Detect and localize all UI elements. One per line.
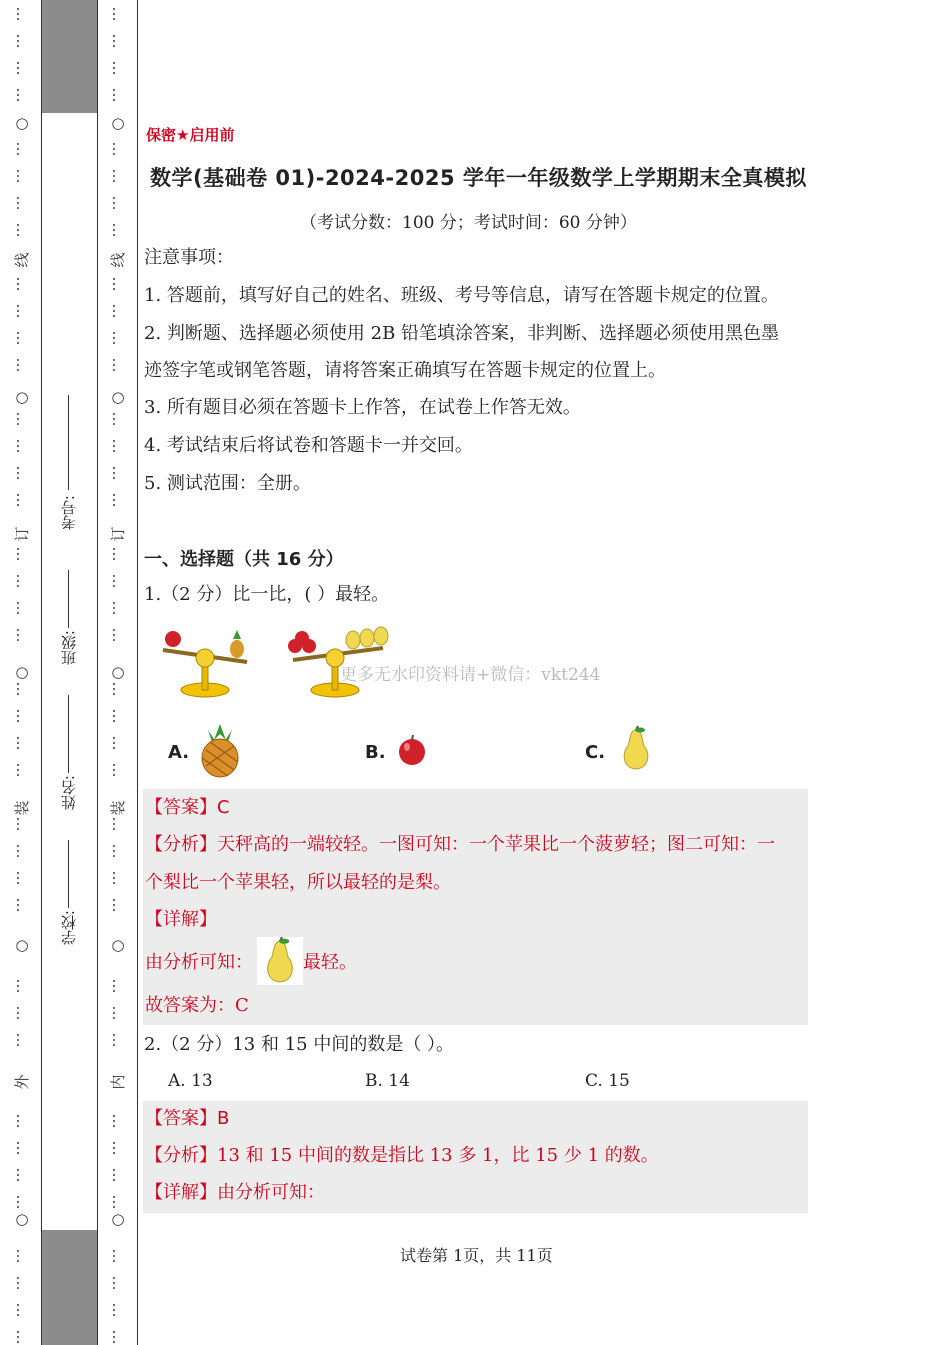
detail-tag: 【详解】 [145, 1182, 217, 1203]
margin-circle: ○ [15, 663, 29, 681]
section-heading: 一、选择题（共 16 分） [144, 549, 344, 570]
margin-dots: … [109, 762, 127, 778]
margin-dots: … [109, 816, 127, 832]
margin-circle: ○ [15, 1210, 29, 1228]
margin-dots: … [13, 1329, 31, 1345]
margin-circle: ○ [111, 114, 125, 132]
pineapple-icon [230, 640, 244, 658]
margin-dots: … [13, 6, 31, 22]
class-label: 班级: [60, 630, 78, 666]
apple-icon [396, 734, 428, 766]
apple-icon [295, 631, 309, 645]
page-title: 数学(基础卷 01)-2024-2025 学年一年级数学上学期期末全真模拟 [150, 166, 807, 190]
margin-dots: … [13, 195, 31, 211]
margin-dots: … [13, 1140, 31, 1156]
notice-item-2-cont: 迹签字笔或钢笔答题，请将答案正确填写在答题卡规定的位置上。 [144, 360, 666, 381]
q1-detail [145, 950, 253, 976]
detail-prefix: 由分析可知： [145, 952, 253, 973]
margin-dots: … [109, 708, 127, 724]
margin-circle: ○ [111, 936, 125, 954]
q1-stem: 1.（2 分）比一比，( ）最轻。 [144, 584, 390, 605]
q1-option-b-label: B. [365, 742, 386, 763]
margin-dots: … [13, 33, 31, 49]
outer-binding-char: 线 [13, 252, 31, 268]
margin-circle: ○ [15, 936, 29, 954]
q1-analysis-line-2: 个梨比一个苹果轻，所以最轻的是梨。 [145, 872, 451, 893]
inner-binding-char: 装 [109, 800, 127, 816]
margin-line-outer [41, 0, 42, 1345]
margin-dots: … [109, 681, 127, 697]
margin-dots: … [109, 1113, 127, 1129]
q2-answer [145, 1106, 229, 1132]
margin-dots: … [13, 600, 31, 616]
q1-detail-pear [257, 937, 303, 985]
margin-dots: … [13, 735, 31, 751]
margin-dots: … [109, 168, 127, 184]
q1-option-a-label: A. [168, 742, 190, 763]
inner-binding-char: 线 [109, 252, 127, 268]
analysis-tag: 【分析】 [145, 834, 217, 855]
q1-analysis [145, 832, 775, 858]
gray-band-bottom [42, 1230, 97, 1345]
q2-analysis [145, 1143, 659, 1169]
margin-dots: … [13, 1113, 31, 1129]
page-subtitle: （考试分数：100 分；考试时间：60 分钟） [300, 213, 637, 233]
margin-dots: … [13, 303, 31, 319]
q1-answer [145, 795, 230, 821]
margin-dots: … [13, 411, 31, 427]
apple-icon [165, 631, 181, 647]
analysis-line-1: 天秤高的一端较轻。一图可知：一个苹果比一个菠萝轻；图二可知：一 [217, 834, 775, 855]
outer-binding-char: 订 [13, 526, 31, 542]
margin-dots: … [13, 492, 31, 508]
pear-icon [360, 629, 374, 647]
margin-dots: … [13, 330, 31, 346]
q1-final-answer: 故答案为：C [145, 995, 249, 1016]
pear-icon [257, 937, 303, 985]
margin-dots: … [109, 1032, 127, 1048]
q1-detail-suffix: 最轻。 [303, 952, 357, 973]
q1-answer-box [143, 789, 808, 1025]
q2-stem: 2.（2 分）13 和 15 中间的数是（ ）。 [144, 1034, 455, 1055]
margin-dots: … [109, 1248, 127, 1264]
school-field [58, 840, 80, 955]
notice-item-2: 2. 判断题、选择题必须使用 2B 铅笔填涂答案，非判断、选择题必须使用黑色墨 [144, 323, 780, 344]
detail-text: 由分析可知： [217, 1182, 325, 1203]
margin-dots: … [109, 222, 127, 238]
answer-tag: 【答案】 [145, 1108, 217, 1129]
answer-value: B [217, 1108, 230, 1129]
margin-circle: ○ [15, 114, 29, 132]
pear-icon [374, 627, 388, 645]
margin-dots: … [109, 33, 127, 49]
margin-dots: … [13, 357, 31, 373]
inner-binding-char: 订 [109, 526, 127, 542]
notice-item-5: 5. 测试范围：全册。 [144, 473, 311, 494]
margin-dots: … [109, 1005, 127, 1021]
margin-dots: … [109, 1302, 127, 1318]
margin-dots: … [109, 60, 127, 76]
margin-dots: … [109, 897, 127, 913]
margin-dots: … [109, 438, 127, 454]
margin-dots: … [109, 1329, 127, 1345]
answer-tag: 【答案】 [145, 797, 217, 818]
analysis-tag: 【分析】 [145, 1145, 217, 1166]
margin-dots: … [109, 141, 127, 157]
margin-dots: … [13, 1005, 31, 1021]
page-footer: 试卷第 1页，共 11页 [400, 1246, 553, 1265]
q2-option-c: C. 15 [585, 1071, 630, 1091]
outer-dot-column [14, 0, 30, 1345]
school-label: 学校: [60, 910, 78, 946]
margin-dots: … [13, 843, 31, 859]
margin-dots: … [13, 816, 31, 832]
exam-no-label: 考号: [60, 495, 78, 531]
margin-dots: … [13, 60, 31, 76]
exam-no-field [58, 395, 80, 540]
margin-dots: … [13, 627, 31, 643]
secret-label: 保密★启用前 [146, 126, 235, 144]
margin-dots: … [13, 1248, 31, 1264]
outer-binding-char: 装 [13, 800, 31, 816]
margin-dots: … [109, 411, 127, 427]
margin-dots: … [13, 1167, 31, 1183]
notice-item-1: 1. 答题前，填写好自己的姓名、班级、考号等信息，请写在答题卡规定的位置。 [144, 285, 779, 306]
margin-circle: ○ [15, 388, 29, 406]
name-field [58, 695, 80, 825]
margin-dots: … [109, 978, 127, 994]
margin-dots: … [109, 276, 127, 292]
margin-dots: … [109, 735, 127, 751]
margin-dots: … [13, 168, 31, 184]
margin-dots: … [109, 870, 127, 886]
margin-dots: … [109, 330, 127, 346]
balance-scale-1 [163, 630, 247, 697]
margin-dots: … [13, 222, 31, 238]
notice-heading: 注意事项： [144, 247, 234, 268]
class-field [58, 570, 80, 685]
notice-item-3: 3. 所有题目必须在答题卡上作答，在试卷上作答无效。 [144, 397, 581, 418]
q1-option-c-label: C. [585, 742, 606, 763]
margin-dots: … [109, 465, 127, 481]
margin-dots: … [109, 1275, 127, 1291]
margin-dots: … [109, 546, 127, 562]
margin-circle: ○ [111, 663, 125, 681]
margin-line-mid [97, 0, 98, 1345]
margin-dots: … [109, 1194, 127, 1210]
margin-dots: … [13, 141, 31, 157]
margin-circle: ○ [111, 388, 125, 406]
margin-dots: … [109, 303, 127, 319]
margin-dots: … [13, 681, 31, 697]
margin-dots: … [13, 1194, 31, 1210]
margin-dots: … [13, 762, 31, 778]
margin-dots: … [109, 600, 127, 616]
margin-dots: … [13, 978, 31, 994]
margin-dots: … [13, 1302, 31, 1318]
margin-dots: … [109, 357, 127, 373]
answer-value: C [217, 797, 230, 818]
margin-dots: … [13, 546, 31, 562]
outer-binding-char: 外 [13, 1074, 31, 1090]
pineapple-icon [198, 722, 242, 778]
margin-dots: … [109, 627, 127, 643]
margin-dots: … [109, 195, 127, 211]
margin-dots: … [13, 573, 31, 589]
margin-dots: … [13, 276, 31, 292]
margin-dots: … [13, 1032, 31, 1048]
margin-circle: ○ [111, 1210, 125, 1228]
pear-icon [346, 631, 360, 649]
margin-dots: … [109, 1167, 127, 1183]
margin-dots: … [13, 897, 31, 913]
pear-icon [616, 726, 656, 772]
margin-dots: … [13, 870, 31, 886]
margin-dots: … [13, 438, 31, 454]
margin-dots: … [13, 87, 31, 103]
margin-dots: … [13, 708, 31, 724]
margin-dots: … [109, 843, 127, 859]
gray-band-top [42, 0, 97, 113]
margin-line-inner [137, 0, 138, 1345]
notice-item-4: 4. 考试结束后将试卷和答题卡一并交回。 [144, 435, 473, 456]
q2-option-a: A. 13 [168, 1071, 213, 1091]
margin-dots: … [109, 6, 127, 22]
margin-dots: … [13, 465, 31, 481]
q2-option-b: B. 14 [365, 1071, 410, 1091]
q2-answer-box [143, 1101, 808, 1213]
analysis-text: 13 和 15 中间的数是指比 13 多 1，比 15 少 1 的数。 [217, 1145, 659, 1166]
inner-binding-char: 内 [109, 1074, 127, 1090]
margin-dots: … [109, 492, 127, 508]
q1-detail-tag: 【详解】 [145, 909, 217, 930]
name-label: 姓名: [60, 775, 78, 811]
margin-dots: … [13, 1275, 31, 1291]
margin-dots: … [109, 573, 127, 589]
margin-dots: … [109, 1140, 127, 1156]
watermark: 更多无水印资料请+微信：vkt244 [340, 665, 601, 685]
inner-dot-column [110, 0, 126, 1345]
q2-detail [145, 1180, 325, 1206]
margin-dots: … [109, 87, 127, 103]
